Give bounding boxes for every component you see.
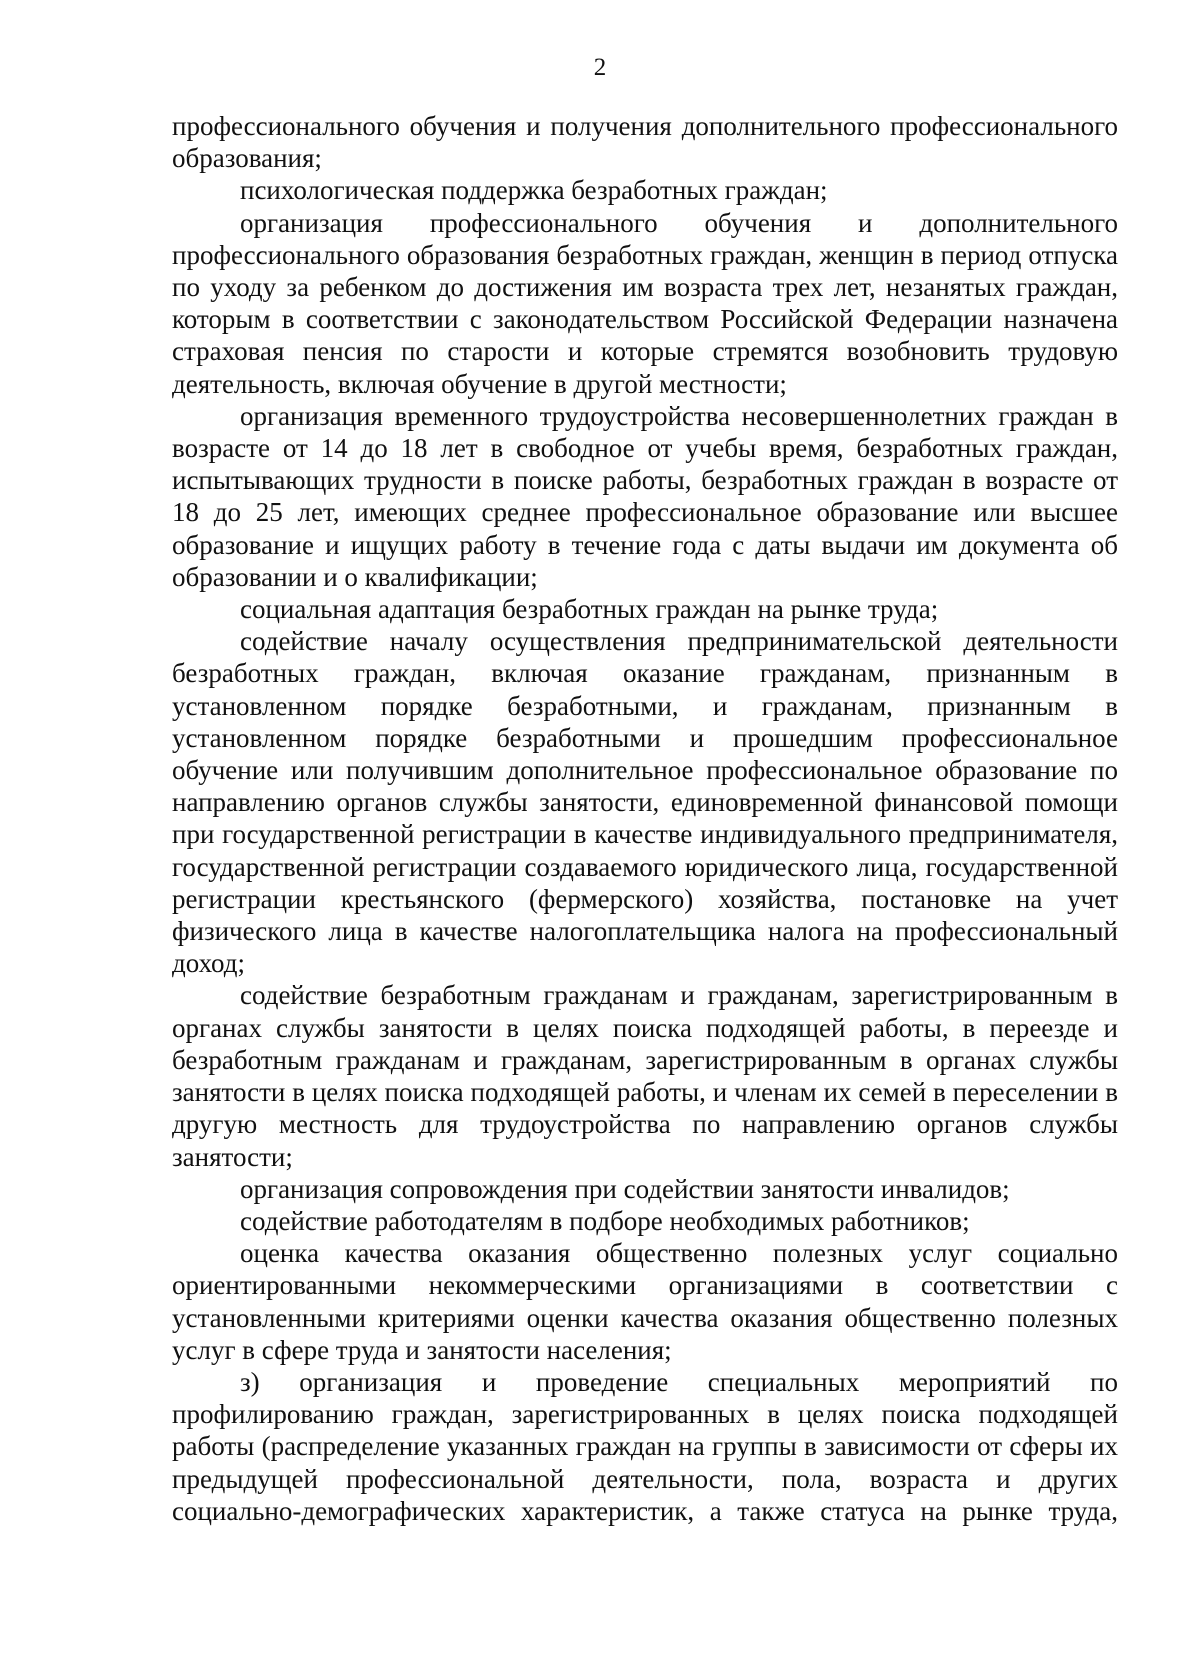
paragraph: организация временного трудоустройства несовершеннолетних граждан в возрасте от 14 до 18 лет в свободное от учебы время, безработных граждан, испытывающих трудности в поиске работы, безработных граждан в возрасте от 18 до 25 лет, имеющих среднее профессиональное образование или высшее образование и ищущих работу в течение года с даты выдачи им документа об образовании и о квалификации; <box>172 400 1118 592</box>
paragraph: организация профессионального обучения и дополнительного профессионального образования безработных граждан, женщин в период отпуска по уходу за ребенком до достижения им возраста трех лет, незанятых граждан, которым в соответствии с законодательством Российской Федерации назначена страховая пенсия по старости и которые стремятся возобновить трудовую деятельность, включая обучение в другой местности; <box>172 207 1118 399</box>
paragraph: содействие началу осуществления предпринимательской деятельности безработных граждан, включая оказание гражданам, признанным в установленном порядке безработными, и гражданам, признанным в установленном порядке безработными и прошедшим профессиональное обучение или получившим дополнительное профессиональное образование по направлению органов службы занятости, единовременной финансовой помощи при государственной регистрации в качестве индивидуального предпринимателя, государственной регистрации создаваемого юридического лица, государственной регистрации крестьянского (фермерского) хозяйства, постановке на учет физического лица в качестве налогоплательщика налога на профессиональный доход; <box>172 626 1118 979</box>
document-body <box>172 110 1118 1527</box>
paragraph: содействие работодателям в подборе необходимых работников; <box>240 1205 970 1236</box>
paragraph: профессионального обучения и получения дополнительного профессионального образования; <box>172 111 1118 174</box>
paragraph: социальная адаптация безработных граждан на рынке труда; <box>240 594 939 625</box>
paragraph: психологическая поддержка безработных граждан; <box>240 175 828 206</box>
paragraph: содействие безработным гражданам и гражданам, зарегистрированным в органах службы занятости в целях поиска подходящей работы, в переезде и безработным гражданам и гражданам, зарегистрированным в органах службы занятости в целях поиска подходящей работы, и членам их семей в переселении в другую местность для трудоустройства по направлению органов службы занятости; <box>172 980 1118 1172</box>
page-number: 2 <box>593 54 607 81</box>
paragraph: з) организация и проведение специальных мероприятий по профилированию граждан, зарегистрированных в целях поиска подходящей работы (распределение указанных граждан на группы в зависимости от сферы их предыдущей профессиональной деятельности, пола, возраста и других социально-демографических характеристик, а также статуса на рынке труда, <box>172 1366 1118 1526</box>
paragraph: оценка качества оказания общественно полезных услуг социально ориентированными некоммерческими организациями в соответствии с установленными критериями оценки качества оказания общественно полезных услуг в сфере труда и занятости населения; <box>172 1238 1118 1365</box>
paragraph: организация сопровождения при содействии занятости инвалидов; <box>240 1173 1010 1204</box>
